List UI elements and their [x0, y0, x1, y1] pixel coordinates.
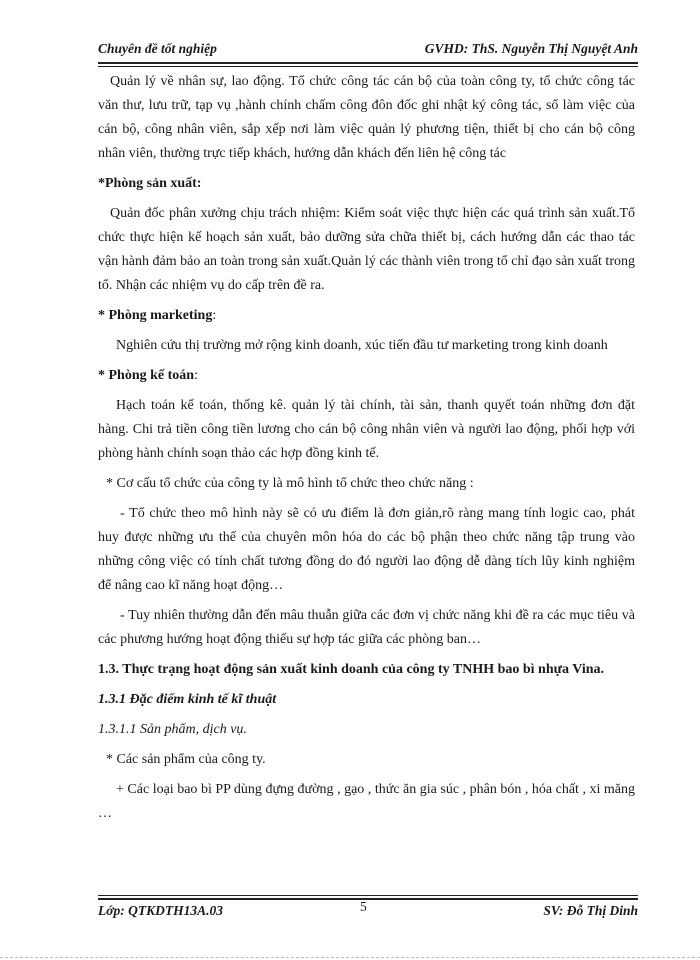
- page-edge: [0, 957, 700, 958]
- footer-rule-thin: [98, 895, 638, 896]
- footer-student: SV: Đỗ Thị Dinh: [543, 903, 638, 918]
- heading-ketoan-text: * Phòng kế toán: [98, 368, 195, 383]
- paragraph-uu-diem: - Tổ chức theo mô hình này sẽ có ưu điểm là đơn giản,rõ ràng mang tính logic cao, phát huy được những ưu thế của chuyên môn hóa do các bộ phận theo chức năng tập trung vào những công việc có tính chất tương đồng do đó người lao động dễ dàng tích lũy kinh nghiệm để nâng cao kĩ năng hoạt động…: [98, 506, 635, 593]
- header-rule-thin: [98, 66, 638, 67]
- paragraph-nhuoc-diem: - Tuy nhiên thường dẫn đến mâu thuẫn giữa các đơn vị chức năng khi đề ra các mục tiêu và các phương hướng hoạt động thiếu sự hợp tác giữa các phòng ban…: [98, 608, 635, 647]
- header-course-title: Chuyên đề tốt nghiệp: [98, 41, 217, 56]
- paragraph-ke-toan: Hạch toán kế toán, thống kê. quản lý tài chính, tài sản, thanh quyết toán những đơn đặt hàng. Chi trả tiền công tiền lương cho cán bộ công nhân viên và người lao động, phối hợp với phòng hành chính soạn thảo các hợp đồng kinh tế.: [98, 398, 635, 461]
- heading-phong-ke-toan: [98, 364, 635, 388]
- heading-marketing-text: * Phòng marketing: [98, 308, 213, 323]
- paragraph-hanhchinh: Quản lý về nhân sự, lao động. Tổ chức công tác cán bộ của toàn công ty, tổ chức công tác văn thư, lưu trữ, tạp vụ ,hành chính chấm công đôn đốc ghi nhật ký công tác, sổ làm việc của cán bộ, công nhân viên, sắp xếp nơi làm việc quản lý phương tiện, thiết bị cho cán bộ công nhân viên, thường trực tiếp khách, hướng dẫn khách đến liên hệ công tác: [98, 74, 635, 161]
- paragraph-co-cau: * Cơ cấu tổ chức của công ty là mô hình tổ chức theo chức năng :: [106, 476, 474, 491]
- footer-rule: [98, 898, 638, 900]
- header-advisor: GVHD: ThS. Nguyễn Thị Nguyệt Anh: [424, 41, 638, 56]
- section-heading-1-3-1: 1.3.1 Đặc điểm kinh tế kĩ thuật: [98, 692, 277, 707]
- paragraph-bao-bi: + Các loại bao bì PP dùng đựng đường , gạo , thức ăn gia súc , phân bón , hóa chất , xi măng …: [98, 782, 635, 821]
- heading-ketoan-colon: :: [194, 368, 198, 383]
- paragraph-san-pham: * Các sản phẩm của công ty.: [106, 752, 266, 767]
- header-rule: [98, 62, 638, 64]
- section-heading-1-3: 1.3. Thực trạng hoạt động sản xuất kinh doanh của công ty TNHH bao bì nhựa Vina.: [98, 662, 605, 677]
- section-heading-1-3-1-1: 1.3.1.1 Sản phẩm, dịch vụ.: [98, 722, 247, 737]
- footer-class: Lớp: QTKDTH13A.03: [98, 903, 223, 918]
- page-body: [98, 70, 635, 826]
- heading-phong-san-xuat: *Phòng sản xuất:: [98, 176, 202, 191]
- page-number: 5: [360, 899, 367, 914]
- heading-marketing-colon: :: [212, 308, 217, 323]
- heading-phong-marketing: [98, 304, 635, 328]
- paragraph-san-xuat: Quản đốc phân xưởng chịu trách nhiệm: Kiểm soát việc thực hiện các quá trình sản xuất.Tổ chức thực hiện kế hoạch sản xuất, bảo dưỡng sửa chữa thiết bị, cách hướng dẫn các thao tác vận hành đảm bảo an toàn trong sản xuất.Quản lý các thành viên trong tổ chỉ đạo sản xuất trong tổ. Nhận các nhiệm vụ do cấp trên đề ra.: [98, 206, 635, 293]
- paragraph-marketing: Nghiên cứu thị trường mở rộng kinh doanh, xúc tiến đầu tư marketing trong kinh doanh: [116, 338, 608, 353]
